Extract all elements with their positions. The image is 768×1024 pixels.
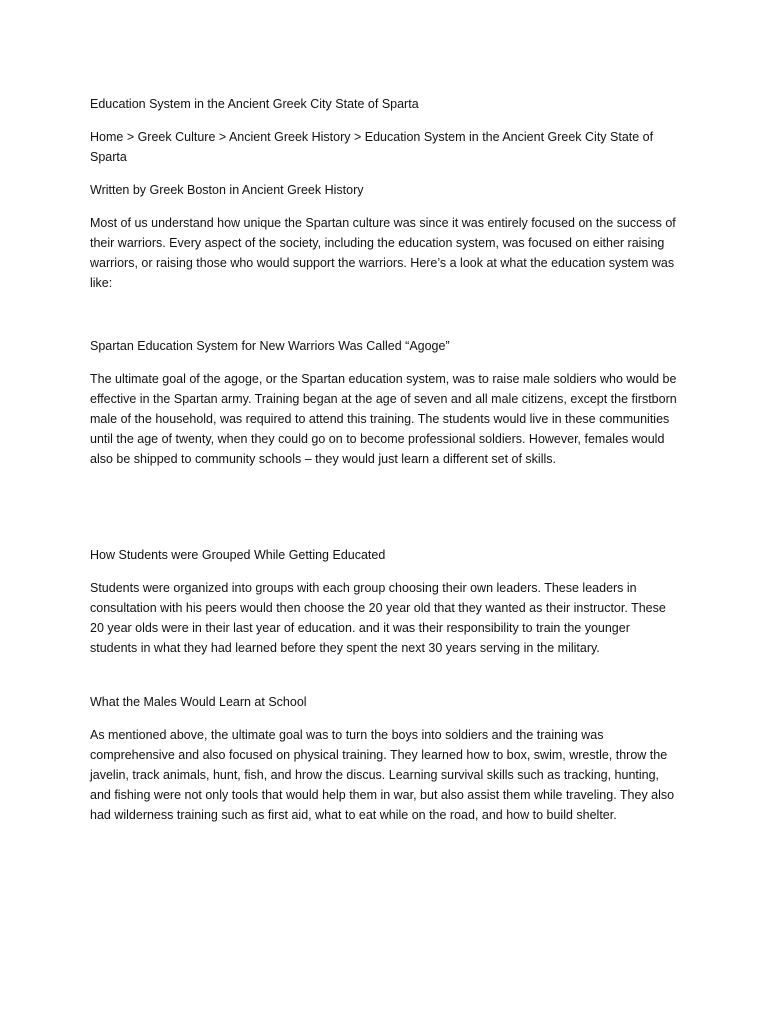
section-body-grouping: Students were organized into groups with each group choosing their own leaders. These leaders in consultation with his peers would then choose the 20 year old that they wanted as their instructor. These 20 year olds were in their last year of education. and it was their responsibility to train the younger students in what they had learned before they spent the next 30 years serving in the military.	[90, 581, 666, 655]
breadcrumb: Home > Greek Culture > Ancient Greek History > Education System in the Ancient Greek City State of Sparta	[90, 130, 654, 164]
document-page	[90, 94, 680, 825]
section-body-males-learn: As mentioned above, the ultimate goal was to turn the boys into soldiers and the training was comprehensive and also focused on physical training. They learned how to box, swim, wrestle, throw the javelin, track animals, hunt, fish, and hrow the discus. Learning survival skills such as tracking, hunting, and fishing were not only tools that would help them in war, but also assist them while traveling. They also had wilderness training such as first aid, what to eat while on the road, and how to build shelter.	[90, 728, 675, 822]
section-heading-agoge: Spartan Education System for New Warriors Was Called “Agoge”	[90, 339, 450, 353]
section-heading-grouping: How Students were Grouped While Getting Educated	[90, 548, 386, 562]
section-body-agoge: The ultimate goal of the agoge, or the Spartan education system, was to raise male soldiers who would be effective in the Spartan army. Training began at the age of seven and all male citizens, except the firstborn male of the household, was required to attend this training. The students would live in these communities until the age of twenty, when they could go on to become professional soldiers. However, females would also be shipped to community schools – they would just learn a different set of skills.	[90, 372, 677, 466]
byline: Written by Greek Boston in Ancient Greek History	[90, 183, 364, 197]
intro-paragraph: Most of us understand how unique the Spartan culture was since it was entirely focused on the success of their warriors. Every aspect of the society, including the education system, was focused on either raising warriors, or raising those who would support the warriors. Here’s a look at what the education system was like:	[90, 216, 676, 290]
document-title: Education System in the Ancient Greek City State of Sparta	[90, 97, 419, 111]
section-heading-males-learn: What the Males Would Learn at School	[90, 695, 307, 709]
